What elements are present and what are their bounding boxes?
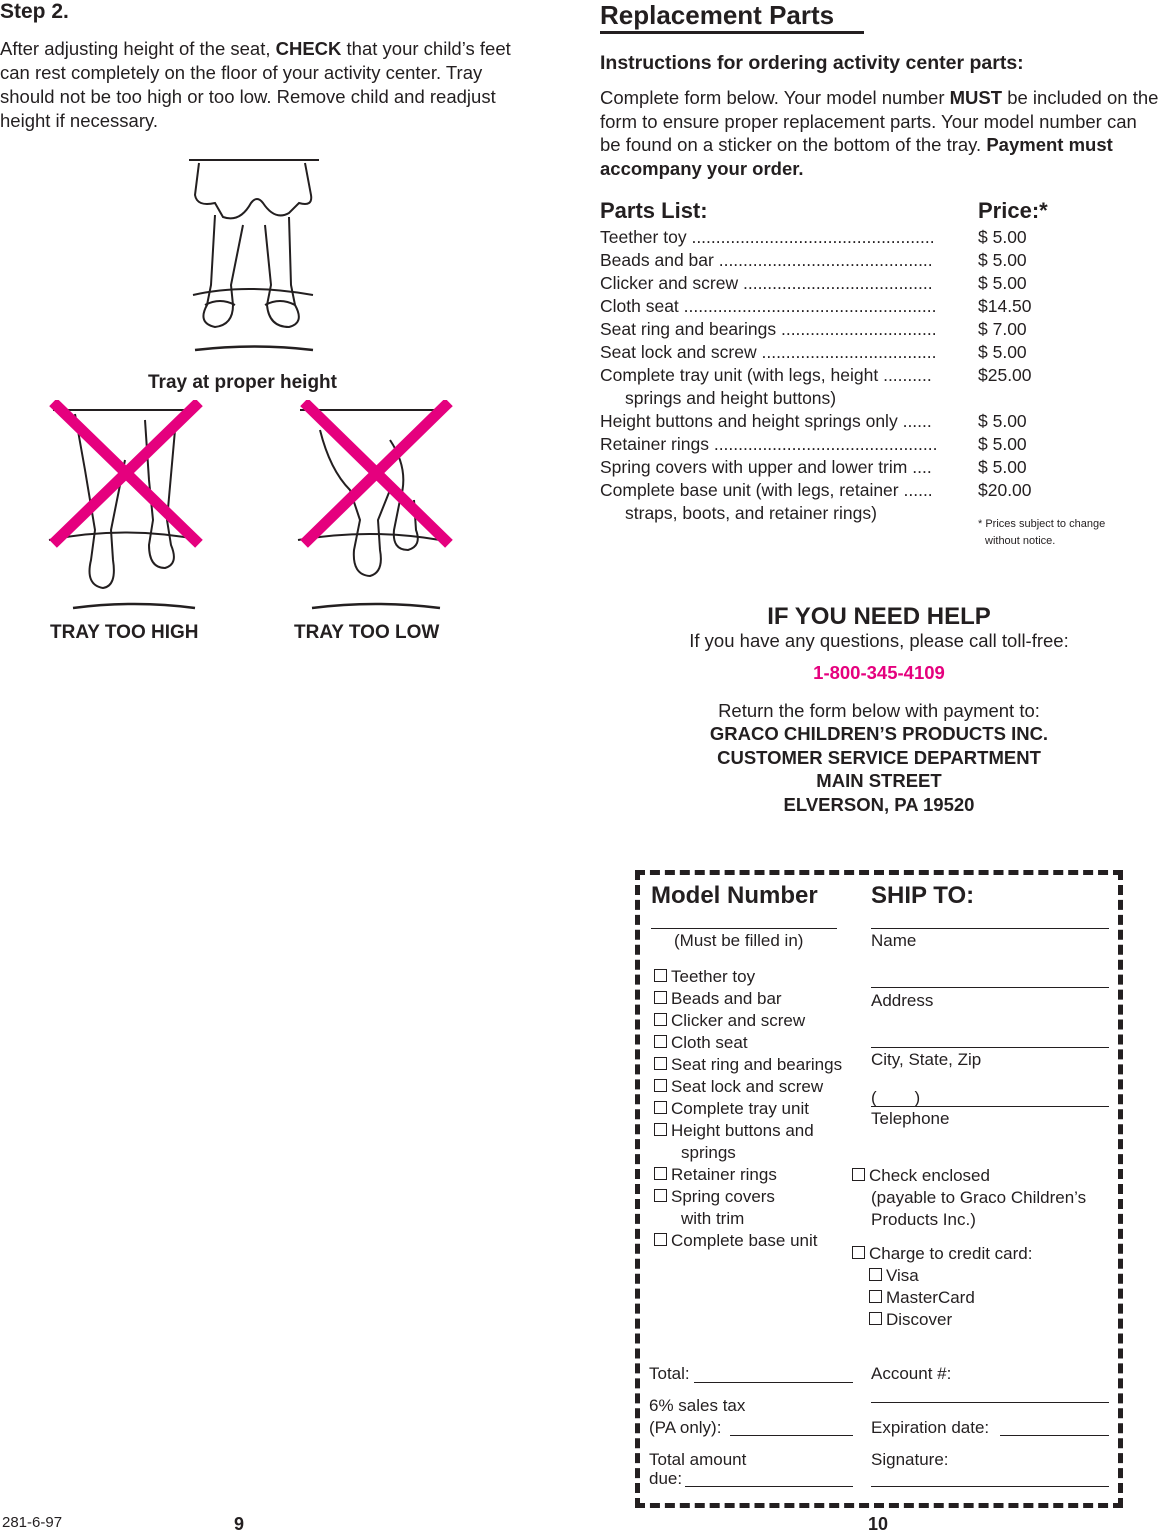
tray-too-high-label: TRAY TOO HIGH <box>50 622 199 643</box>
mailing-address: GRACO CHILDREN’S PRODUCTS INC. CUSTOMER SERVICE DEPARTMENT MAIN STREET ELVERSON, PA 19520 <box>709 723 1049 815</box>
model-number-hint: (Must be filled in) <box>674 931 804 950</box>
sales-tax-label: 6% sales tax <box>649 1396 746 1415</box>
account-label: Account #: <box>871 1364 952 1383</box>
ordering-instructions-heading: Instructions for ordering activity center parts: <box>600 52 1024 74</box>
checkbox[interactable] <box>654 1079 667 1092</box>
check-enclosed-option[interactable]: Check enclosed <box>852 1165 1086 1187</box>
checklist-item-continued: with trim <box>681 1209 745 1228</box>
part-row: Height buttons and height springs only ...... $ 5.00 <box>600 411 1027 431</box>
total-label: Total: <box>649 1364 690 1383</box>
proper-height-illustration <box>185 155 325 360</box>
area-code-paren: ( ) <box>871 1088 921 1107</box>
name-label: Name <box>871 931 917 950</box>
checklist-item[interactable]: Height buttons and <box>654 1120 842 1142</box>
part-row: Seat ring and bearings ................................ $ 7.00 <box>600 319 1027 339</box>
checkbox[interactable] <box>654 1101 667 1114</box>
proper-height-label: Tray at proper height <box>148 372 337 393</box>
check-option <box>852 1165 1086 1231</box>
address-field[interactable] <box>871 987 1109 988</box>
checkbox[interactable] <box>654 991 667 1004</box>
checkbox[interactable] <box>852 1246 865 1259</box>
total-field[interactable] <box>694 1382 853 1383</box>
checklist-item[interactable]: Complete tray unit <box>654 1098 842 1120</box>
name-field[interactable] <box>871 928 1109 929</box>
parts-list-heading: Parts List: <box>600 198 708 223</box>
credit-card-option <box>852 1243 1032 1331</box>
checkbox[interactable] <box>869 1312 882 1325</box>
signature-label: Signature: <box>871 1450 949 1469</box>
part-row-continued: straps, boots, and retainer rings) <box>625 503 877 523</box>
expiration-field[interactable] <box>1000 1435 1109 1436</box>
checklist-item[interactable]: Clicker and screw <box>654 1010 842 1032</box>
telephone-field[interactable] <box>871 1106 1109 1107</box>
checkbox[interactable] <box>654 1167 667 1180</box>
city-state-zip-field[interactable] <box>871 1047 1109 1048</box>
replacement-parts-title: Replacement Parts <box>600 0 835 30</box>
return-instructions: Return the form below with payment to: <box>718 700 1040 721</box>
total-due-label: Total amount <box>649 1450 747 1469</box>
account-field[interactable] <box>871 1402 1109 1403</box>
checkbox[interactable] <box>654 1233 667 1246</box>
checkbox[interactable] <box>869 1290 882 1303</box>
total-due-label-2: due: <box>649 1469 683 1488</box>
checkbox[interactable] <box>654 1189 667 1202</box>
help-text: If you have any questions, please call toll-free: <box>689 630 1069 651</box>
checkbox[interactable] <box>869 1268 882 1281</box>
part-row: Complete base unit (with legs, retainer ...... $20.00 <box>600 480 1032 500</box>
tray-too-high-illustration <box>45 400 205 615</box>
tray-too-low-illustration <box>290 400 455 615</box>
checkbox[interactable] <box>654 969 667 982</box>
parts-checklist <box>654 966 842 1252</box>
checkbox[interactable] <box>654 1035 667 1048</box>
checklist-item-continued: springs <box>681 1143 736 1162</box>
tray-too-low-label: TRAY TOO LOW <box>294 622 440 643</box>
checkbox[interactable] <box>654 1123 667 1136</box>
checklist-item[interactable]: Seat lock and screw <box>654 1076 842 1098</box>
checklist-item[interactable]: Spring covers <box>654 1186 842 1208</box>
checklist-item[interactable]: Teether toy <box>654 966 842 988</box>
part-row: Teether toy .................................................. $ 5.00 <box>600 227 1027 247</box>
model-number-field[interactable] <box>651 928 837 929</box>
total-due-field[interactable] <box>685 1486 853 1487</box>
part-row: Retainer rings .............................................. $ 5.00 <box>600 434 1027 454</box>
expiration-label: Expiration date: <box>871 1418 990 1437</box>
card-discover[interactable]: Discover <box>852 1309 1032 1331</box>
checklist-item[interactable]: Retainer rings <box>654 1164 842 1186</box>
price-note: * Prices subject to change without notice. <box>978 518 1106 547</box>
step-title: Step 2. <box>0 0 69 23</box>
checklist-item[interactable]: Cloth seat <box>654 1032 842 1054</box>
parts-list <box>600 226 1120 525</box>
city-state-zip-label: City, State, Zip <box>871 1050 982 1069</box>
card-mastercard[interactable]: MasterCard <box>852 1287 1032 1309</box>
checkbox[interactable] <box>654 1057 667 1070</box>
address-label: Address <box>871 991 934 1010</box>
part-row: Cloth seat .................................................... $14.50 <box>600 296 1032 316</box>
part-row: Seat lock and screw .................................... $ 5.00 <box>600 342 1027 362</box>
ship-to-title: SHIP TO: <box>871 882 975 909</box>
title-underline <box>600 31 864 34</box>
ordering-instructions-text: Complete form below. Your model number MUST be included on the form to ensure proper replacement parts. Your model number can be found on a sticker on the bottom of the tray. Payment must accompany your order. <box>600 87 1158 179</box>
telephone-label: Telephone <box>871 1109 950 1128</box>
charge-card-option[interactable]: Charge to credit card: <box>852 1243 1032 1265</box>
part-row: Complete tray unit (with legs, height .......... $25.00 <box>600 365 1032 385</box>
check-payable-note-2: Products Inc.) <box>871 1210 976 1229</box>
sales-tax-label-2: (PA only): <box>649 1418 722 1437</box>
help-heading: IF YOU NEED HELP <box>767 603 991 630</box>
toll-free-phone[interactable]: 1-800-345-4109 <box>813 662 945 683</box>
checklist-item[interactable]: Seat ring and bearings <box>654 1054 842 1076</box>
page-number-left: 9 <box>234 1514 245 1534</box>
check-payable-note: (payable to Graco Children’s <box>871 1188 1087 1207</box>
signature-field[interactable] <box>871 1486 1109 1487</box>
checklist-item[interactable]: Complete base unit <box>654 1230 842 1252</box>
model-number-title: Model Number <box>651 882 818 909</box>
price-heading: Price:* <box>978 198 1048 223</box>
checkbox[interactable] <box>654 1013 667 1026</box>
step-instructions: After adjusting height of the seat, CHECK that your child’s feet can rest completely on the floor of your activity center. Tray should not be too high or too low. Remove child and readjust height if necessary. <box>0 38 511 131</box>
sales-tax-field[interactable] <box>730 1435 853 1436</box>
part-row: Beads and bar ............................................ $ 5.00 <box>600 250 1027 270</box>
document-code: 281-6-97 <box>2 1514 63 1531</box>
part-row-continued: springs and height buttons) <box>625 388 837 408</box>
part-row: Clicker and screw ....................................... $ 5.00 <box>600 273 1027 293</box>
part-row: Spring covers with upper and lower trim .... $ 5.00 <box>600 457 1027 477</box>
checkbox[interactable] <box>852 1168 865 1181</box>
card-visa[interactable]: Visa <box>852 1265 1032 1287</box>
checklist-item[interactable]: Beads and bar <box>654 988 842 1010</box>
page-number-right: 10 <box>868 1514 889 1534</box>
